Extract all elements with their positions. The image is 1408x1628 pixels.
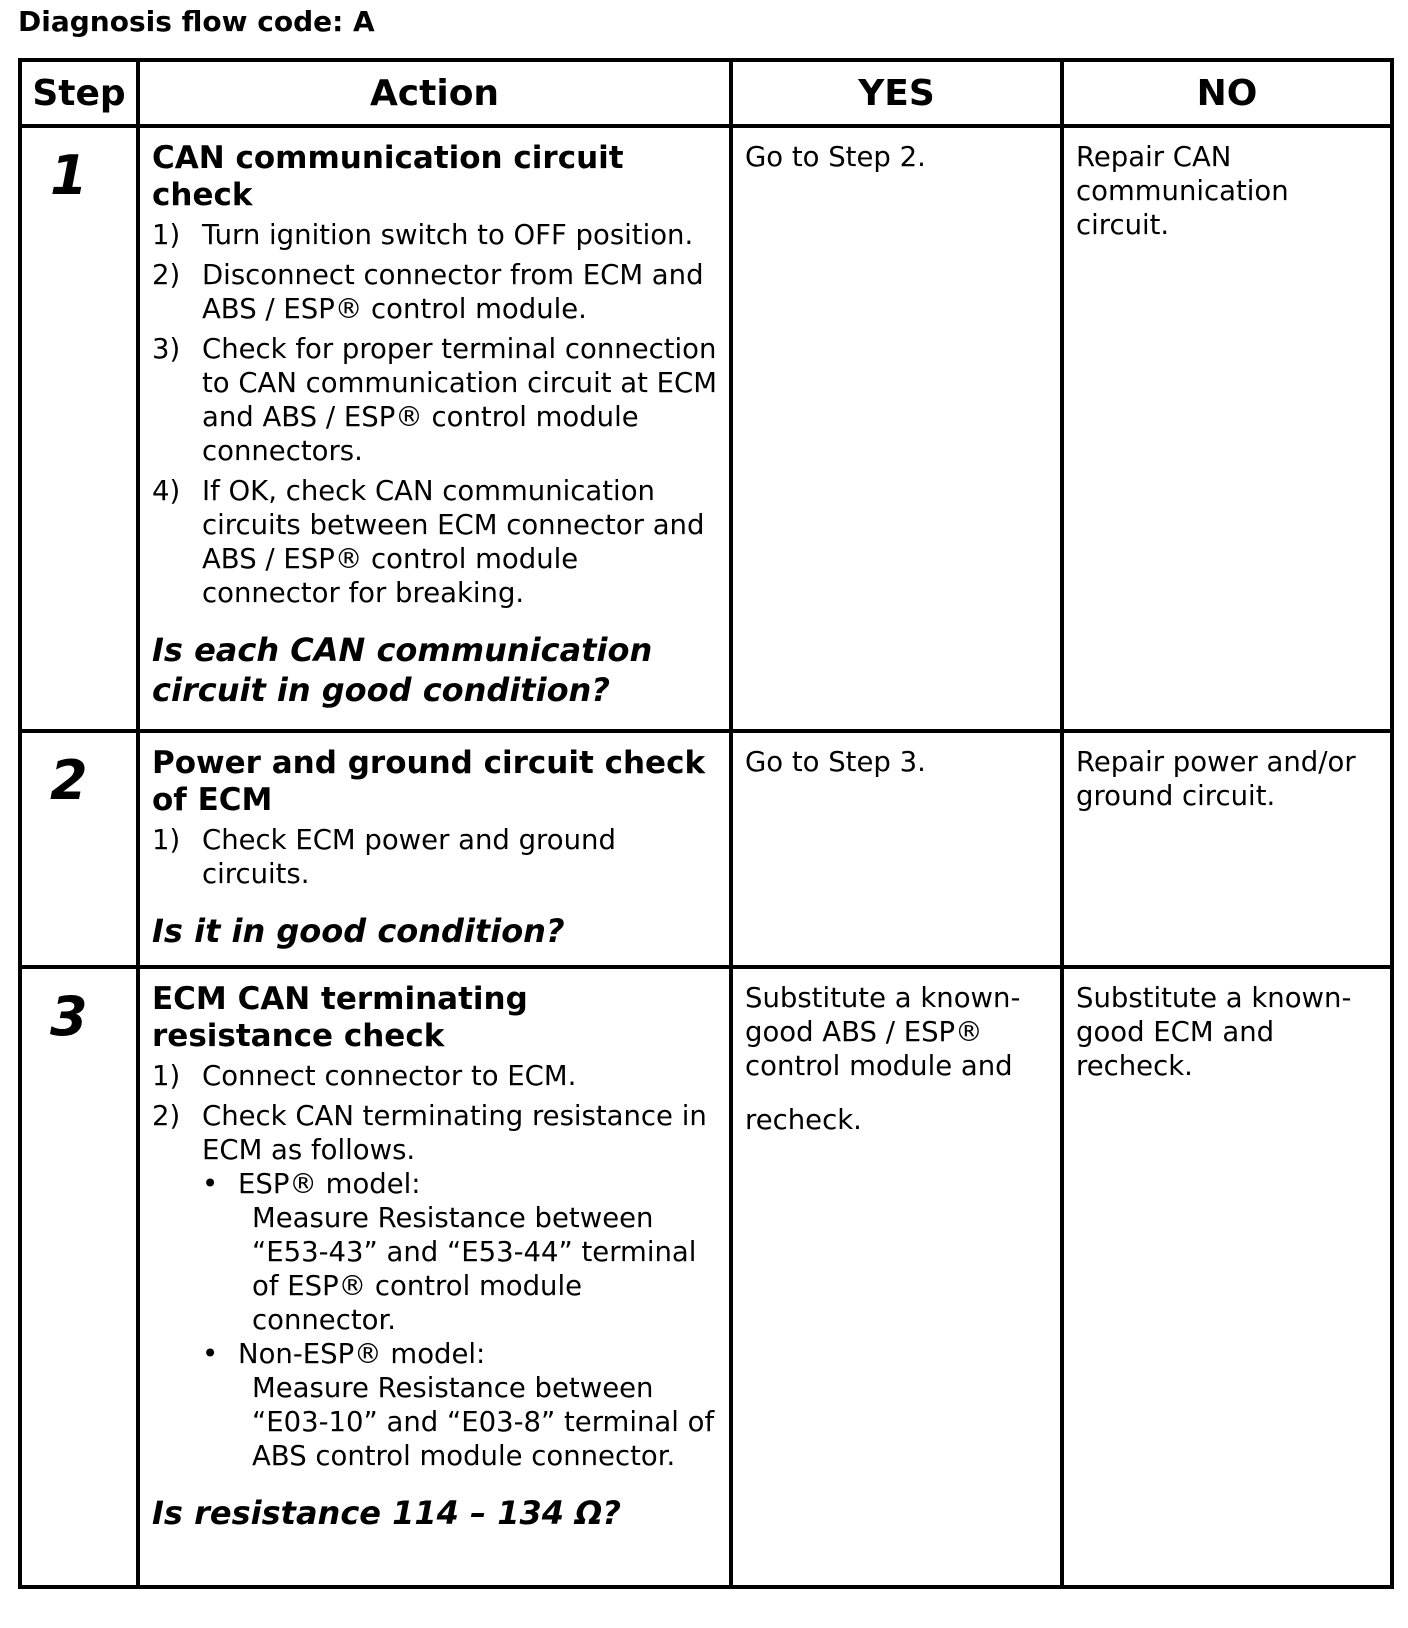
- action-title: Power and ground circuit check of ECM: [152, 745, 706, 818]
- yes-cell: [731, 967, 1062, 1587]
- yes-result: Go to Step 3.: [745, 746, 926, 778]
- diagnosis-table: [18, 58, 1394, 1589]
- column-header-step: Step: [20, 60, 138, 126]
- no-cell: [1062, 126, 1392, 731]
- action-step-number: 4): [152, 475, 181, 507]
- action-step-number: 2): [152, 1100, 181, 1132]
- action-step-text: Disconnect connector from ECM and ABS / ESP® control module.: [202, 259, 704, 325]
- yes-cell: [731, 731, 1062, 967]
- action-step-text: Turn ignition switch to OFF position.: [202, 219, 694, 251]
- bullet-dot-icon: •: [202, 1168, 219, 1200]
- action-step-number: 2): [152, 259, 181, 291]
- action-cell: [138, 967, 731, 1587]
- action-question: Is each CAN communication circuit in good condition?: [152, 631, 653, 709]
- yes-cell: [731, 126, 1062, 731]
- no-result: Substitute a known-good ECM and recheck.: [1076, 982, 1352, 1082]
- action-step-number: 1): [152, 1060, 181, 1092]
- column-header-no: NO: [1062, 60, 1392, 126]
- action-step-text: Connect connector to ECM.: [202, 1060, 577, 1092]
- action-step-text: Check CAN terminating resistance in ECM as follows.: [202, 1100, 707, 1166]
- action-question: Is resistance 114 – 134 Ω?: [152, 1494, 621, 1532]
- action-step-number: 1): [152, 824, 181, 856]
- action-step-text: Check for proper terminal connection to CAN communication circuit at ECM and ABS / ESP® control module connectors.: [202, 333, 717, 467]
- action-cell: [138, 731, 731, 967]
- bullet-item: [202, 1337, 719, 1473]
- no-result: Repair CAN communication circuit.: [1076, 141, 1289, 241]
- no-cell: [1062, 967, 1392, 1587]
- no-cell: [1062, 731, 1392, 967]
- table-header-row: [20, 60, 1392, 126]
- action-step: [152, 218, 719, 252]
- action-step-number: 1): [152, 219, 181, 251]
- action-step-text: Check ECM power and ground circuits.: [202, 824, 616, 890]
- action-step: [152, 1099, 719, 1473]
- action-step: [152, 258, 719, 326]
- table-row-step-3: [20, 967, 1392, 1587]
- action-cell: [138, 126, 731, 731]
- action-steps: [152, 1059, 719, 1473]
- bullet-label: ESP® model:: [238, 1168, 421, 1200]
- bullet-label: Non-ESP® model:: [238, 1338, 486, 1370]
- action-step-number: 3): [152, 333, 181, 365]
- bullet-dot-icon: •: [202, 1338, 219, 1370]
- yes-result-continued: recheck.: [745, 1104, 862, 1136]
- yes-result: Go to Step 2.: [745, 141, 926, 173]
- bullet-detail: Measure Resistance between “E53-43” and “E53-44” terminal of ESP® control module connector.: [252, 1202, 697, 1336]
- action-question: Is it in good condition?: [152, 912, 565, 950]
- step-number: 2: [50, 749, 88, 812]
- column-header-action: Action: [138, 60, 731, 126]
- action-step: [152, 332, 719, 468]
- step-number: 1: [50, 144, 88, 207]
- action-step: [152, 1059, 719, 1093]
- bullet-detail: Measure Resistance between “E03-10” and “E03-8” terminal of ABS control module connector.: [252, 1372, 715, 1472]
- action-steps: [152, 823, 719, 891]
- step-cell: [20, 731, 138, 967]
- table-row-step-1: [20, 126, 1392, 731]
- no-result: Repair power and/or ground circuit.: [1076, 746, 1356, 812]
- action-step: [152, 823, 719, 891]
- action-title: ECM CAN terminating resistance check: [152, 981, 528, 1054]
- column-header-yes: YES: [731, 60, 1062, 126]
- bullet-item: [202, 1167, 719, 1337]
- step-cell: [20, 967, 138, 1587]
- step-number: 3: [50, 985, 88, 1048]
- action-steps: [152, 218, 719, 610]
- action-step: [152, 474, 719, 610]
- step-cell: [20, 126, 138, 731]
- action-step-text: If OK, check CAN communication circuits between ECM connector and ABS / ESP® control module connector for breaking.: [202, 475, 705, 609]
- table-row-step-2: [20, 731, 1392, 967]
- model-bullets: [202, 1167, 719, 1473]
- page-title: Diagnosis flow code: A: [18, 5, 375, 38]
- yes-result: Substitute a known-good ABS / ESP® control module and: [745, 982, 1021, 1082]
- action-title: CAN communication circuit check: [152, 140, 624, 213]
